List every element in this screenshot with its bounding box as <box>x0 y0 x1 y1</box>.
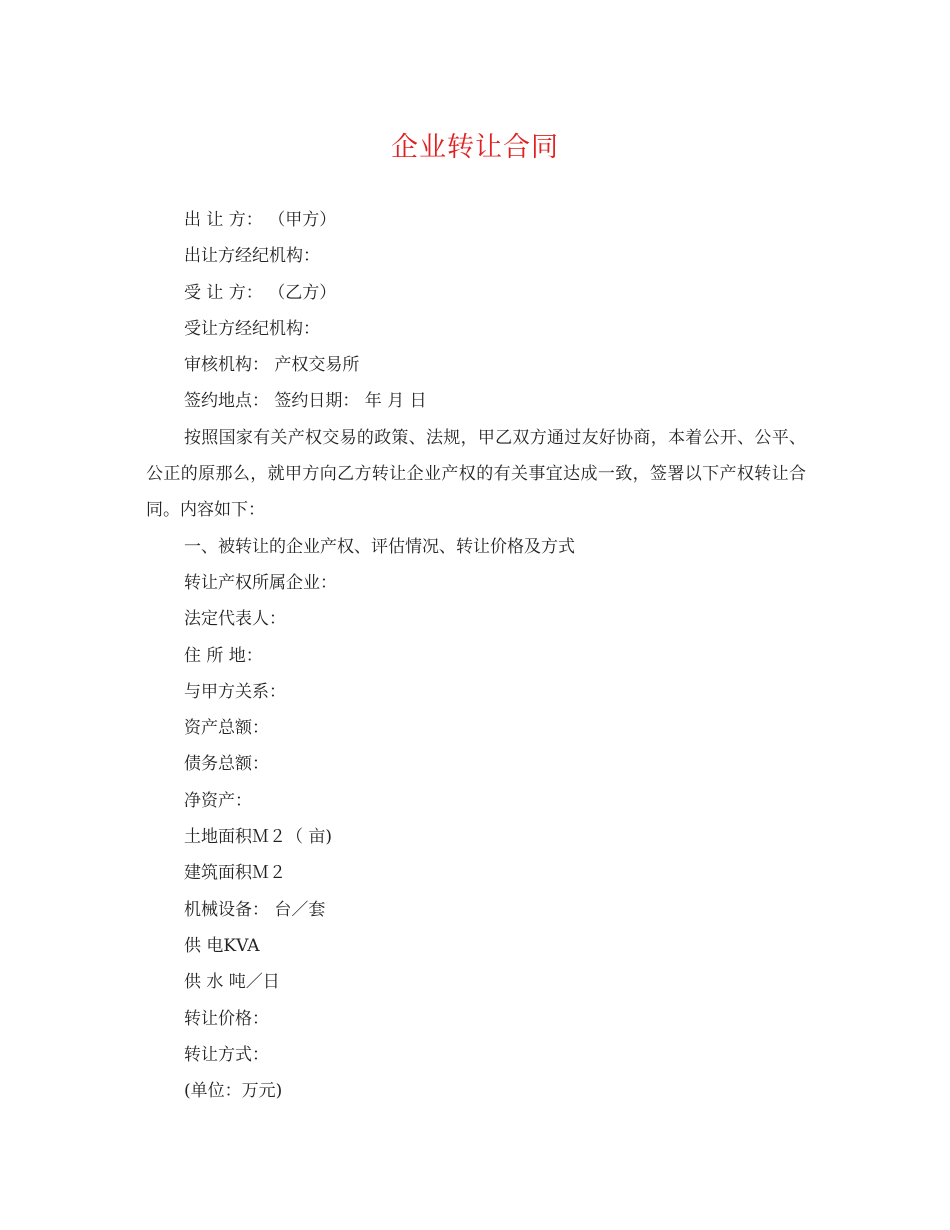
section-heading: 一、被转让的企业产权、评估情况、转让价格及方式 <box>184 536 575 557</box>
field-line: 转让价格： <box>184 1008 269 1029</box>
header-line-signing-place-date: 签约地点： 签约日期： 年 月 日 <box>184 391 427 412</box>
field-line: 法定代表人： <box>184 609 286 630</box>
field-line: (单位：万元) <box>184 1081 283 1102</box>
header-line-transferee: 受 让 方： （乙方） <box>184 282 337 303</box>
field-line: 净资产： <box>184 790 252 811</box>
field-line: 债务总额： <box>184 754 269 775</box>
document-body <box>146 202 806 1109</box>
field-line: 资产总额： <box>184 718 269 739</box>
field-line: 与甲方关系： <box>184 681 286 702</box>
header-line-transferor-agent: 出让方经纪机构： <box>184 246 320 267</box>
field-line: 转让方式： <box>184 1044 269 1065</box>
field-line: 供 电KVA <box>184 935 260 956</box>
field-line: 住 所 地： <box>184 645 263 666</box>
field-line: 供 水 吨／日 <box>184 972 280 993</box>
intro-paragraph: 按照国家有关产权交易的政策、法规，甲乙双方通过友好协商，本着公开、公平、公正的原那么，就甲方向乙方转让企业产权的有关事宜达成一致，签署以下产权转让合同。内容如下： <box>146 427 806 521</box>
header-line-review-agency: 审核机构： 产权交易所 <box>184 355 360 376</box>
field-line: 土地面积Ｍ２（ 亩) <box>184 827 333 848</box>
field-line: 机械设备： 台／套 <box>184 899 326 920</box>
header-line-transferee-agent: 受让方经纪机构： <box>184 318 320 339</box>
document-title: 企业转让合同 <box>391 132 559 163</box>
header-line-transferor: 出 让 方： （甲方） <box>184 210 337 230</box>
field-line: 建筑面积Ｍ２ <box>184 863 286 884</box>
field-line: 转让产权所属企业： <box>184 572 337 593</box>
